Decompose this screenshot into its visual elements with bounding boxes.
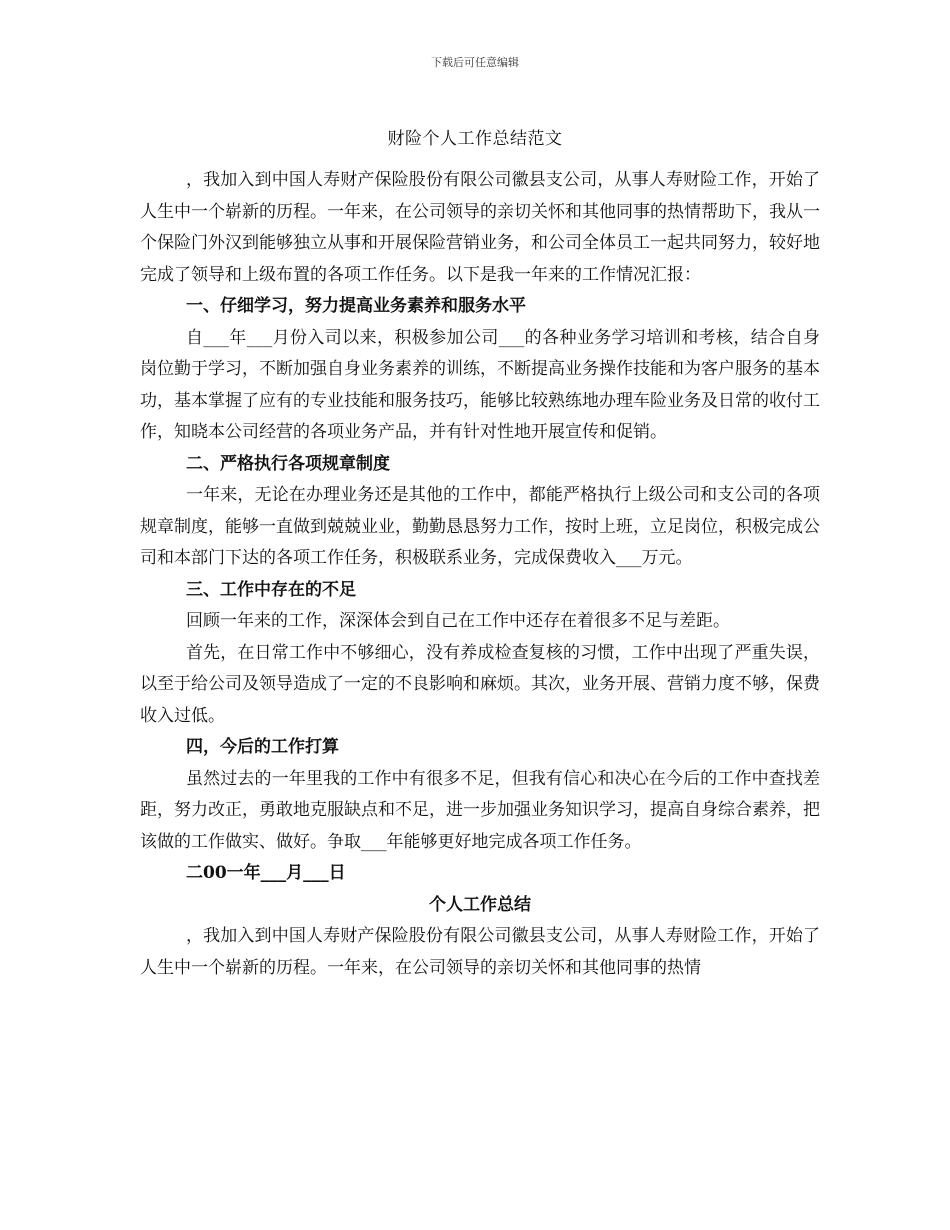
paragraph-section-4: 虽然过去的一年里我的工作中有很多不足，但我有信心和决心在今后的工作中查找差距，努力改正，勇敢地克服缺点和不足，进一步加强业务知识学习，提高自身综合素养，把该做的工作做实、做好。争取___年能够更好地完成各项工作任务。 [140, 768, 820, 852]
paragraph-section-3a: 回顾一年来的工作，深深体会到自己在工作中还存在着很多不足与差距。 [186, 611, 730, 631]
date-line: 二00一年___月___日 [186, 863, 346, 883]
paragraph-section-3b: 首先，在日常工作中不够细心，没有养成检查复核的习惯，工作中出现了严重失误，以至于给公司及领导造成了一定的不良影响和麻烦。其次，业务开展、营销力度不够，保费收入过低。 [140, 642, 820, 726]
second-title: 个人工作总结 [429, 894, 531, 915]
section-heading-1: 一、仔细学习，努力提高业务素养和服务水平 [186, 296, 526, 316]
document-title: 财险个人工作总结范文 [387, 129, 563, 149]
paragraph-section-2: 一年来，无论在办理业务还是其他的工作中，都能严格执行上级公司和支公司的各项规章制度，能够一直做到兢兢业业，勤勤恳恳努力工作，按时上班，立足岗位，积极完成公司和本部门下达的各项工作任务，积极联系业务，完成保费收入___万元。 [140, 485, 820, 568]
section-heading-3: 三、工作中存在的不足 [186, 579, 356, 600]
paragraph-second-intro: ，我加入到中国人寿财产保险股份有限公司徽县支公司，从事人寿财险工作，开始了人生中一个崭新的历程。一年来，在公司领导的亲切关怀和其他同事的热情 [140, 926, 820, 978]
document-body [140, 165, 820, 984]
paragraph-section-1: 自___年___月份入司以来，积极参加公司___的各种业务学习培训和考核，结合自身岗位勤于学习，不断加强自身业务素养的训练，不断提高业务操作技能和为客户服务的基本功，基本掌握了应有的专业技能和服务技巧，能够比较熟练地办理车险业务及日常的收付工作，知晓本公司经营的各项业务产品，并有针对性地开展宣传和促销。 [140, 327, 820, 442]
header-note: 下载后可任意编辑 [431, 56, 519, 69]
section-heading-4: 四，今后的工作打算 [186, 737, 339, 757]
section-heading-2: 二、严格执行各项规章制度 [186, 453, 390, 474]
paragraph-intro: ，我加入到中国人寿财产保险股份有限公司徽县支公司，从事人寿财险工作，开始了人生中一个崭新的历程。一年来，在公司领导的亲切关怀和其他同事的热情帮助下，我从一个保险门外汉到能够独立从事和开展保险营销业务，和公司全体员工一起共同努力，较好地完成了领导和上级布置的各项工作任务。以下是我一年来的工作情况汇报： [140, 170, 820, 285]
